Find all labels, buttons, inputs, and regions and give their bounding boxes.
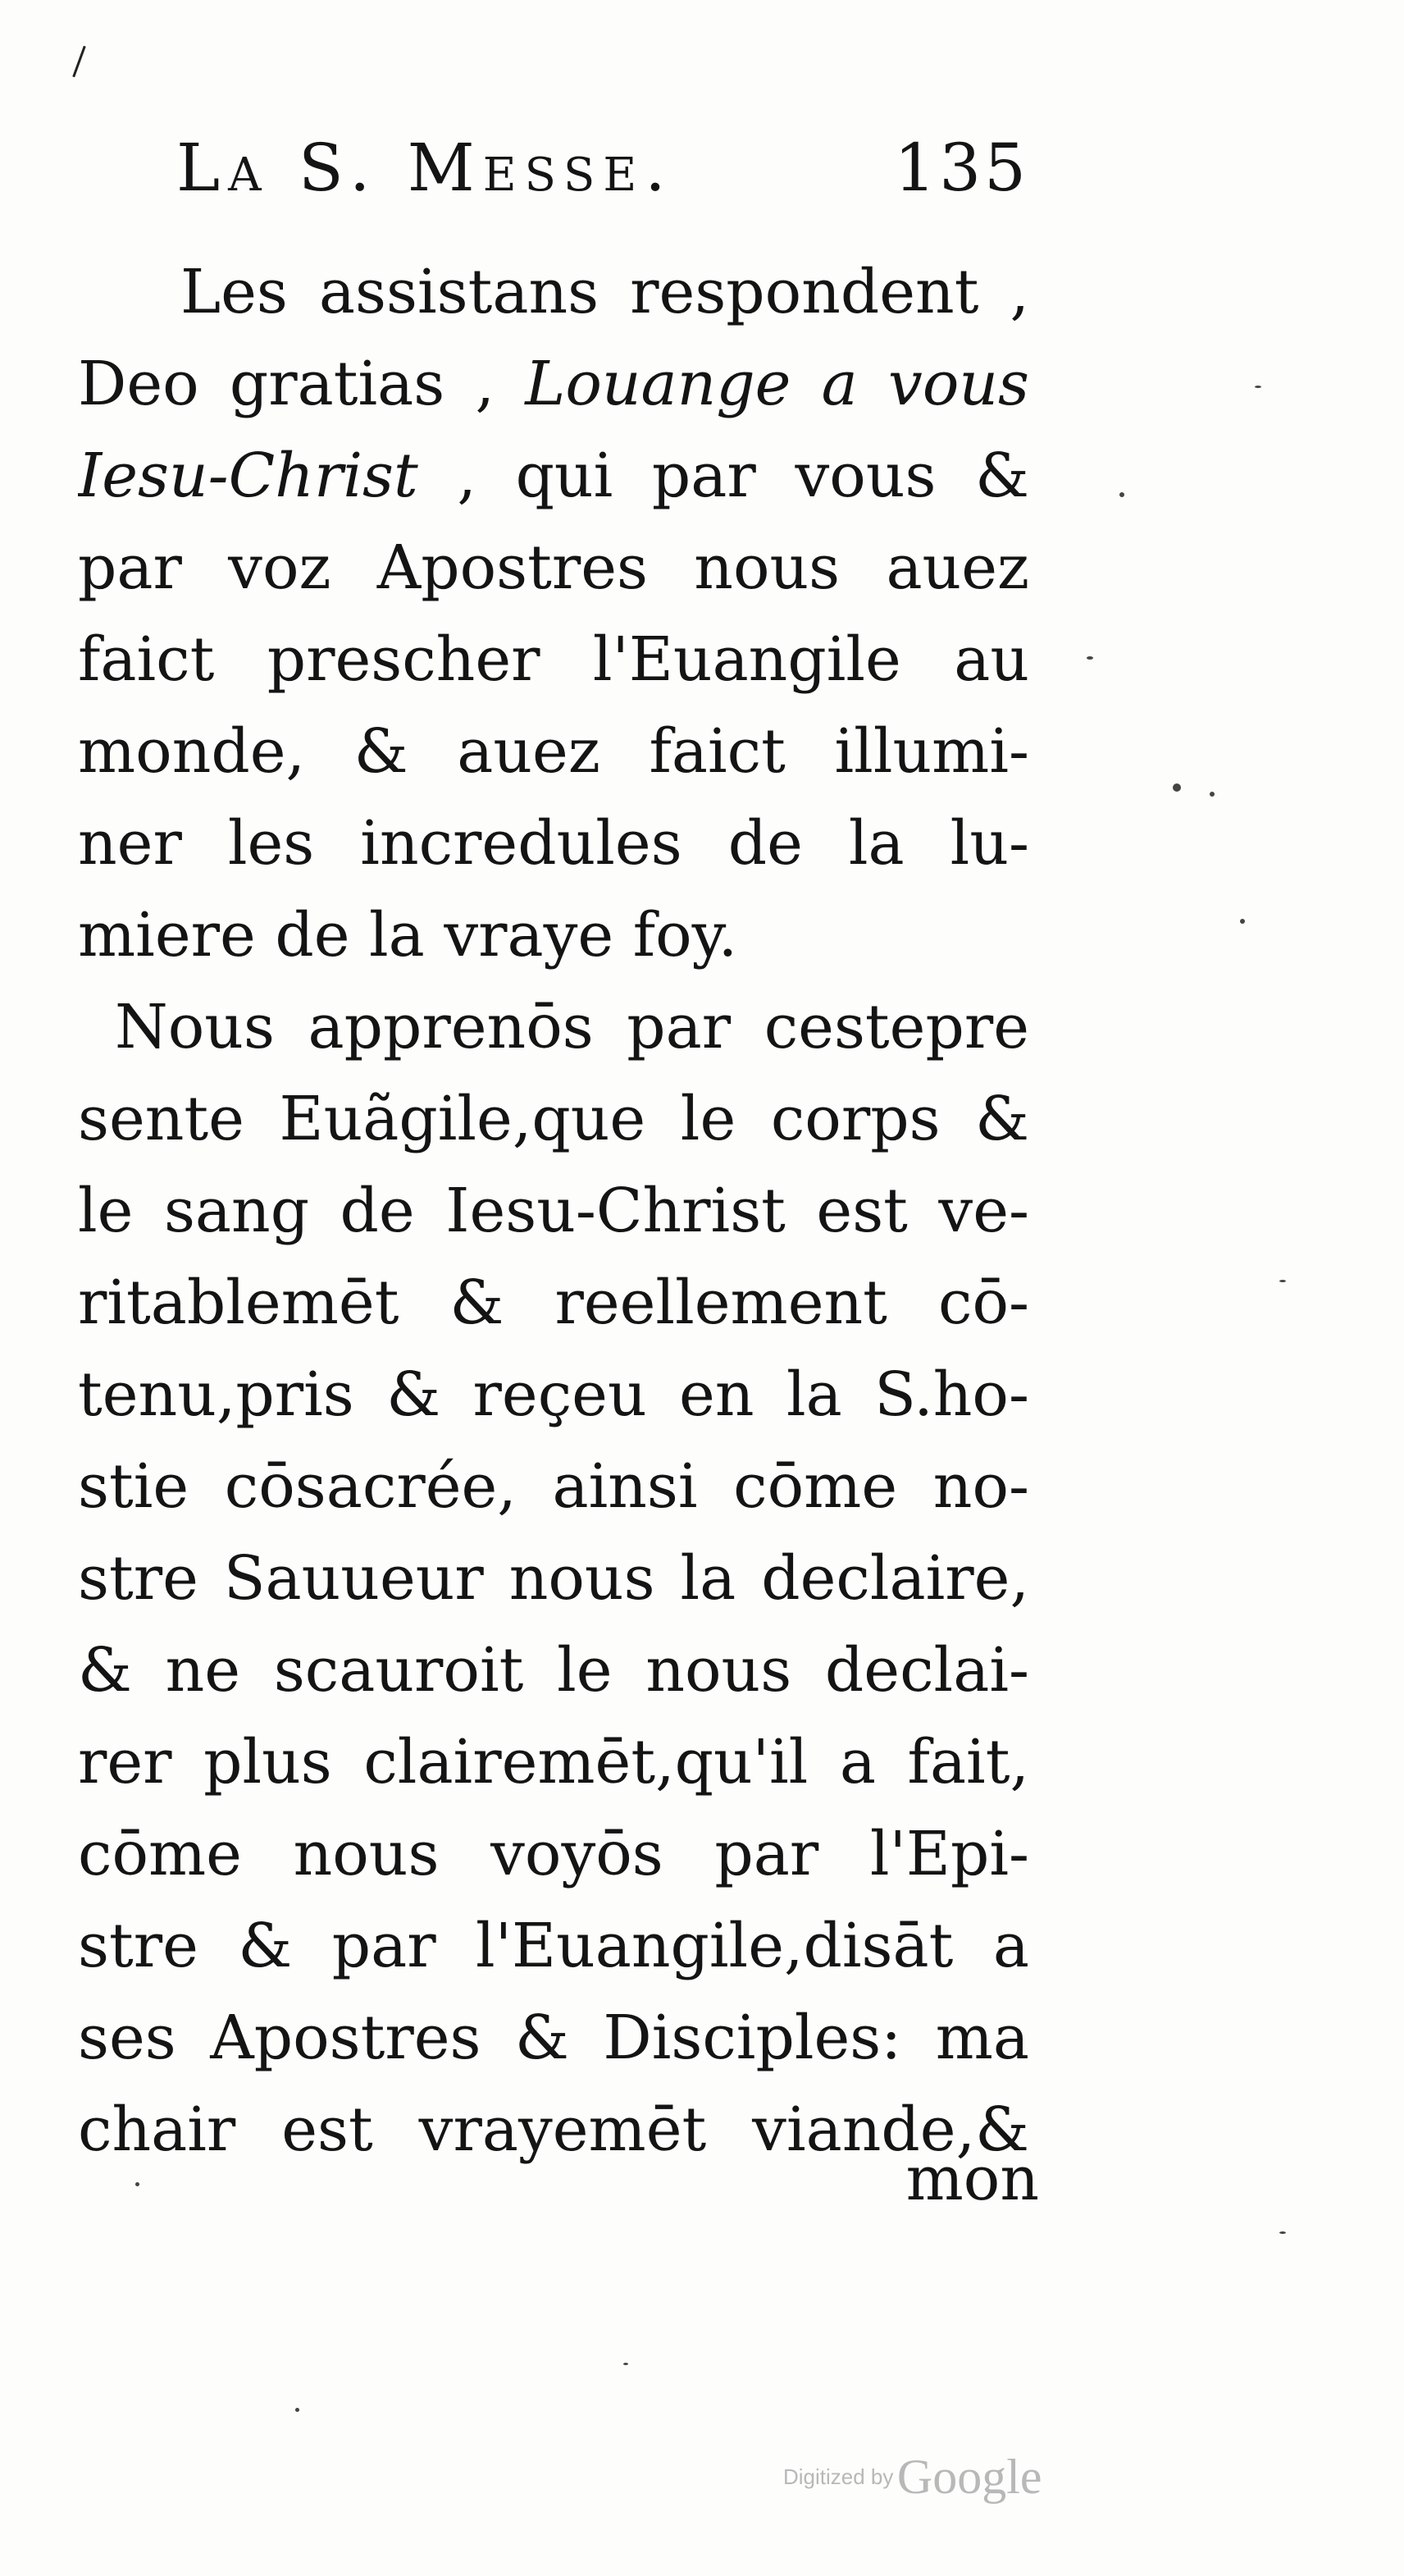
italic-run: Iesu-Christ [78,441,418,511]
text-line [78,430,1029,522]
google-logo: Google [896,2450,1042,2504]
page-number: 135 [894,130,1029,206]
text-line [78,889,1029,981]
scan-speck [1119,492,1124,497]
scan-speck [135,2182,139,2186]
text-run: monde, & auez faict illumi- [78,716,1029,787]
text-run: , qui par vous & [417,441,1029,511]
scan-speck [295,2408,299,2412]
text-run: Les assistans respondent , [180,257,1029,327]
scan-speck [1210,792,1215,797]
italic-run: Louange a vous [525,349,1029,419]
text-line [78,338,1029,430]
text-line: stie cōsacrée, ainsi cōme no- [78,1451,1029,1522]
text-line: ses Apostres & Disciples: ma [78,2003,1029,2073]
text-run: Deo gratias , [78,349,526,419]
text-run: miere de la vraye foy. [78,900,738,971]
text-line: le sang de Iesu-Christ est ve- [78,1176,1029,1246]
scan-speck [1240,919,1245,924]
text-line: ritablemēt & reellement cō- [78,1267,1029,1338]
text-line [78,522,1029,614]
text-line: stre & par l'Euangile,disāt a [78,1911,1029,1981]
text-line [78,246,1029,338]
scan-speck [1255,386,1261,388]
running-title: La S. Messe. [176,130,674,206]
digitized-by-google-watermark [783,2449,1042,2505]
text-line: rer plus clairemēt,qu'il a fait, [78,1727,1029,1797]
text-line: cōme nous voyōs par l'Epi- [78,1819,1029,1889]
text-line: stre Sauueur nous la declaire, [78,1543,1029,1614]
text-run: ner les incredules de la lu- [78,808,1029,879]
page-header [176,123,1029,213]
text-line [78,614,1029,706]
text-run: faict prescher l'Euangile au [78,624,1029,695]
text-line: tenu,pris & reçeu en la S.ho- [78,1359,1029,1430]
text-line [78,706,1029,797]
catchword: mon [905,2144,1039,2214]
text-line: sente Euãgile,que le corps & [78,1084,1029,1154]
body-text [78,246,1029,2176]
scan-speck [1087,656,1093,660]
text-line: Nous apprenōs par cestepre [115,992,1029,1062]
text-line: & ne scauroit le nous declai- [78,1635,1029,1706]
text-line: chair est vrayemēt viande,& [78,2094,1029,2165]
text-line [78,797,1029,889]
scan-speck [1279,2231,1286,2234]
watermark-prefix: Digitized by [783,2464,894,2489]
scan-speck [623,2363,628,2365]
scan-speck [1279,1280,1286,1282]
scan-speck [1173,783,1181,792]
corner-mark [72,46,85,78]
text-run: par voz Apostres nous auez [78,532,1029,603]
